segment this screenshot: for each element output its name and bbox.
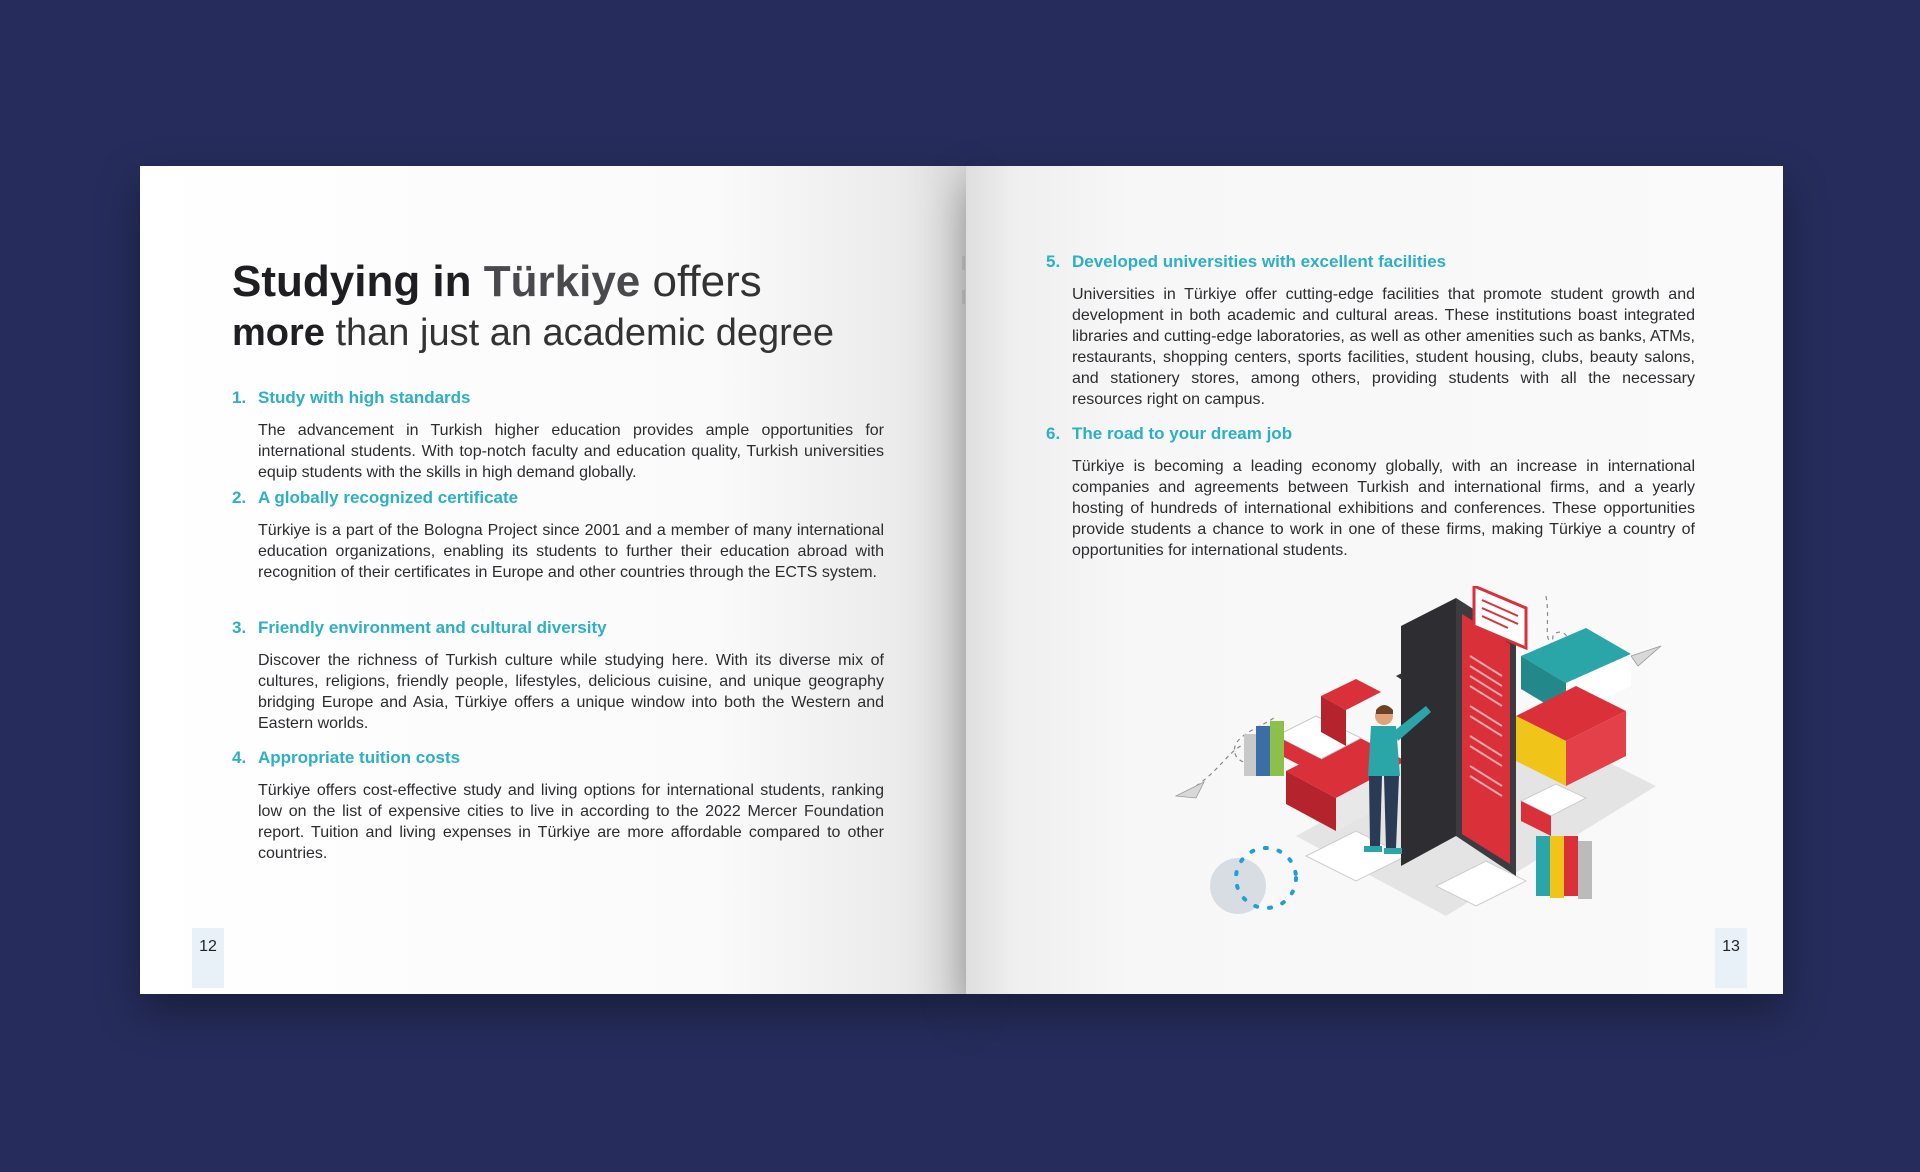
section-body: Türkiye is a part of the Bologna Project since 2001 and a member of many international education organizations, enabling its students to further their education abroad with recognition of their certificates in Europe and other countries through the ECTS system.: [258, 522, 884, 581]
section-title-text: Study with high standards: [258, 388, 471, 407]
section-1: [232, 388, 884, 483]
page-number-right: 13: [1715, 928, 1747, 988]
headline: [232, 256, 932, 358]
section-body: Universities in Türkiye offer cutting-edge facilities that promote student growth and development in both academic and cultural areas. These institutions boast integrated libraries and cutting-edge laboratories, as well as other amenities such as banks, ATMs, restaurants, shopping centers, sports facilities, student housing, clubs, beauty salons, and stationery stores, among others, providing students with all the necessary resources right on campus.: [1072, 286, 1695, 408]
headline-line2-bold: more: [232, 312, 325, 354]
section-6: [1046, 424, 1695, 561]
student-with-tablet-and-books-illustration: [1156, 586, 1716, 926]
section-number: 5.: [1046, 252, 1061, 271]
section-title: [1046, 252, 1695, 272]
section-number: 3.: [232, 618, 247, 637]
section-body: Discover the richness of Turkish culture while studying here. With its diverse mix of cultures, religions, friendly people, lifestyles, delicious cuisine, and unique geography bridging Europe and Asia, Türkiye offers a unique window into both the Western and Eastern worlds.: [258, 652, 884, 732]
headline-line2-light: than just an academic degree: [335, 312, 835, 354]
page-number-left: 12: [192, 928, 224, 988]
section-5: [1046, 252, 1695, 410]
section-body: Türkiye offers cost-effective study and living options for international students, ranking low on the list of expensive cities to live in according to the 2022 Mercer Foundation report. Tuition and living expenses in Türkiye are more affordable compared to other countries.: [258, 782, 884, 862]
section-number: 1.: [232, 388, 247, 407]
section-title-text: Friendly environment and cultural diversity: [258, 618, 607, 637]
section-title-text: The road to your dream job: [1072, 424, 1293, 443]
illustration-svg: [1156, 586, 1716, 926]
section-2: [232, 488, 884, 583]
section-body: The advancement in Turkish higher education provides ample opportunities for international students. With top-notch faculty and education quality, Turkish universities equip students with the skills in high demand globally.: [258, 422, 884, 481]
headline-bold-grey: Türkiye: [483, 257, 641, 306]
headline-line-2: [232, 308, 932, 358]
section-number: 6.: [1046, 424, 1061, 443]
section-title: [232, 388, 884, 408]
section-title-text: Developed universities with excellent facilities: [1072, 252, 1447, 271]
section-3: [232, 618, 884, 734]
section-title: [1046, 424, 1695, 444]
section-title: [232, 488, 884, 508]
section-title: [232, 748, 884, 768]
headline-line-1: [232, 256, 932, 308]
headline-light: offers: [652, 257, 762, 306]
section-title-text: Appropriate tuition costs: [258, 748, 461, 767]
section-number: 4.: [232, 748, 247, 767]
left-page: [140, 166, 966, 994]
section-body: Türkiye is becoming a leading economy globally, with an increase in international companies and agreements between Turkish and international firms, and a yearly hosting of hundreds of international exhibitions and conferences. These opportunities provide students a chance to work in one of these firms, making Türkiye a country of opportunities for international students.: [1072, 458, 1695, 559]
right-page: [966, 166, 1783, 994]
headline-bold-dark: Studying in: [232, 257, 472, 306]
section-number: 2.: [232, 488, 247, 507]
section-title: [232, 618, 884, 638]
section-title-text: A globally recognized certificate: [258, 488, 519, 507]
section-4: [232, 748, 884, 864]
